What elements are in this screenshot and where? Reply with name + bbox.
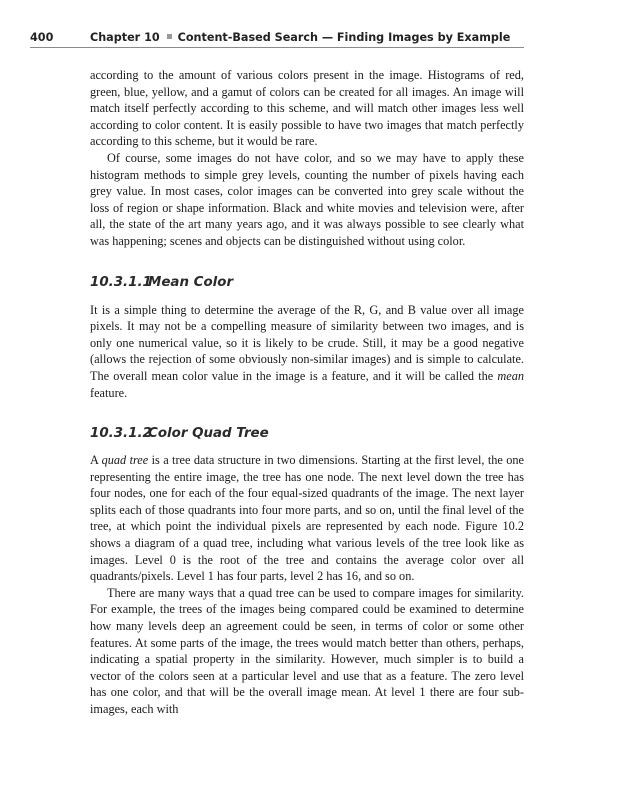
chapter-title: Content-Based Search — Finding Images by Example [177,31,511,44]
text-run: is a tree data structure in two dimensions. Starting at the first level, the one representing the entire image, the tree has one node. The next level down the tree has four nodes, one for each of the four equal-sized quadrants of the image. The next layer splits each of those quadrants into four more parts, and so on, until the final level of the tree, at which point the individual pixels are represented by each node. Figure 10.2 shows a diagram of a quad tree, including what various levels of the tree look like as images. Level 0 is the root of the tree and contains the average color over all quadrants/pixels. Level 1 has four parts, level 2 has 16, and so on. [90,453,524,584]
separator-square-icon [167,34,172,39]
section-number: 10.3.1.1 [90,274,152,290]
paragraph-5: There are many ways that a quad tree can be used to compare images for similarity. For example, the trees of the images being compared could be examined to determine how many levels deep an agreement could be seen, in terms of color or some other features. At some parts of the image, the trees would match better than others, perhaps, indicating a spatial property in the similarity. However, much simpler is to build a vector of the colors seen at a particular level and use that as a feature. The zero level has one color, and that will be the overall image mean. At level 1 there are four sub-images, each with [90,585,524,716]
section-title: Color Quad Tree [148,426,269,442]
page-number: 400 [30,31,54,44]
emphasis-mean: mean [497,368,524,383]
text-run: feature. [90,385,128,400]
paragraph-3 [90,302,524,402]
paragraph-1: according to the amount of various colors present in the image. Histograms of red, green, blue, yellow, and a gamut of colors can be created for all images. An image will match itself perfectly according to this scheme, and will match other images less well according to color content. It is easily possible to have two images that match perfectly according to this scheme, but it would be rare. [90,68,524,149]
running-head [30,31,524,48]
chapter-label: Chapter 10 [90,31,160,44]
paragraph-2: Of course, some images do not have color, and so we may have to apply these histogram methods to simple grey levels, counting the number of pixels having each grey value. In most cases, color images can be converted into grey scale without the loss of region or shape information. Black and white movies and television were, after all, the state of the art many years ago, and it was always possible to see clearly what was happening; scenes and objects can be distinguished without using color. [90,150,524,248]
text-run: It is a simple thing to determine the average of the R, G, and B value over all image pixels. It may not be a compelling measure of similarity between two images, and is only one numerical value, so it is likely to be crude. Still, it may be a good negative (allows the rejection of some obviously non-similar images) and is simple to calculate. The overall mean color value in the image is a feature, and it will be called the [90,302,524,383]
section-heading-mean-color [90,275,524,291]
emphasis-quad-tree: quad tree [101,453,149,468]
page-body [90,67,524,718]
section-heading-color-quad-tree [90,426,524,442]
section-number: 10.3.1.2 [90,426,152,442]
text-run: A [90,453,102,468]
section-title: Mean Color [148,274,234,290]
paragraph-4 [90,452,524,585]
